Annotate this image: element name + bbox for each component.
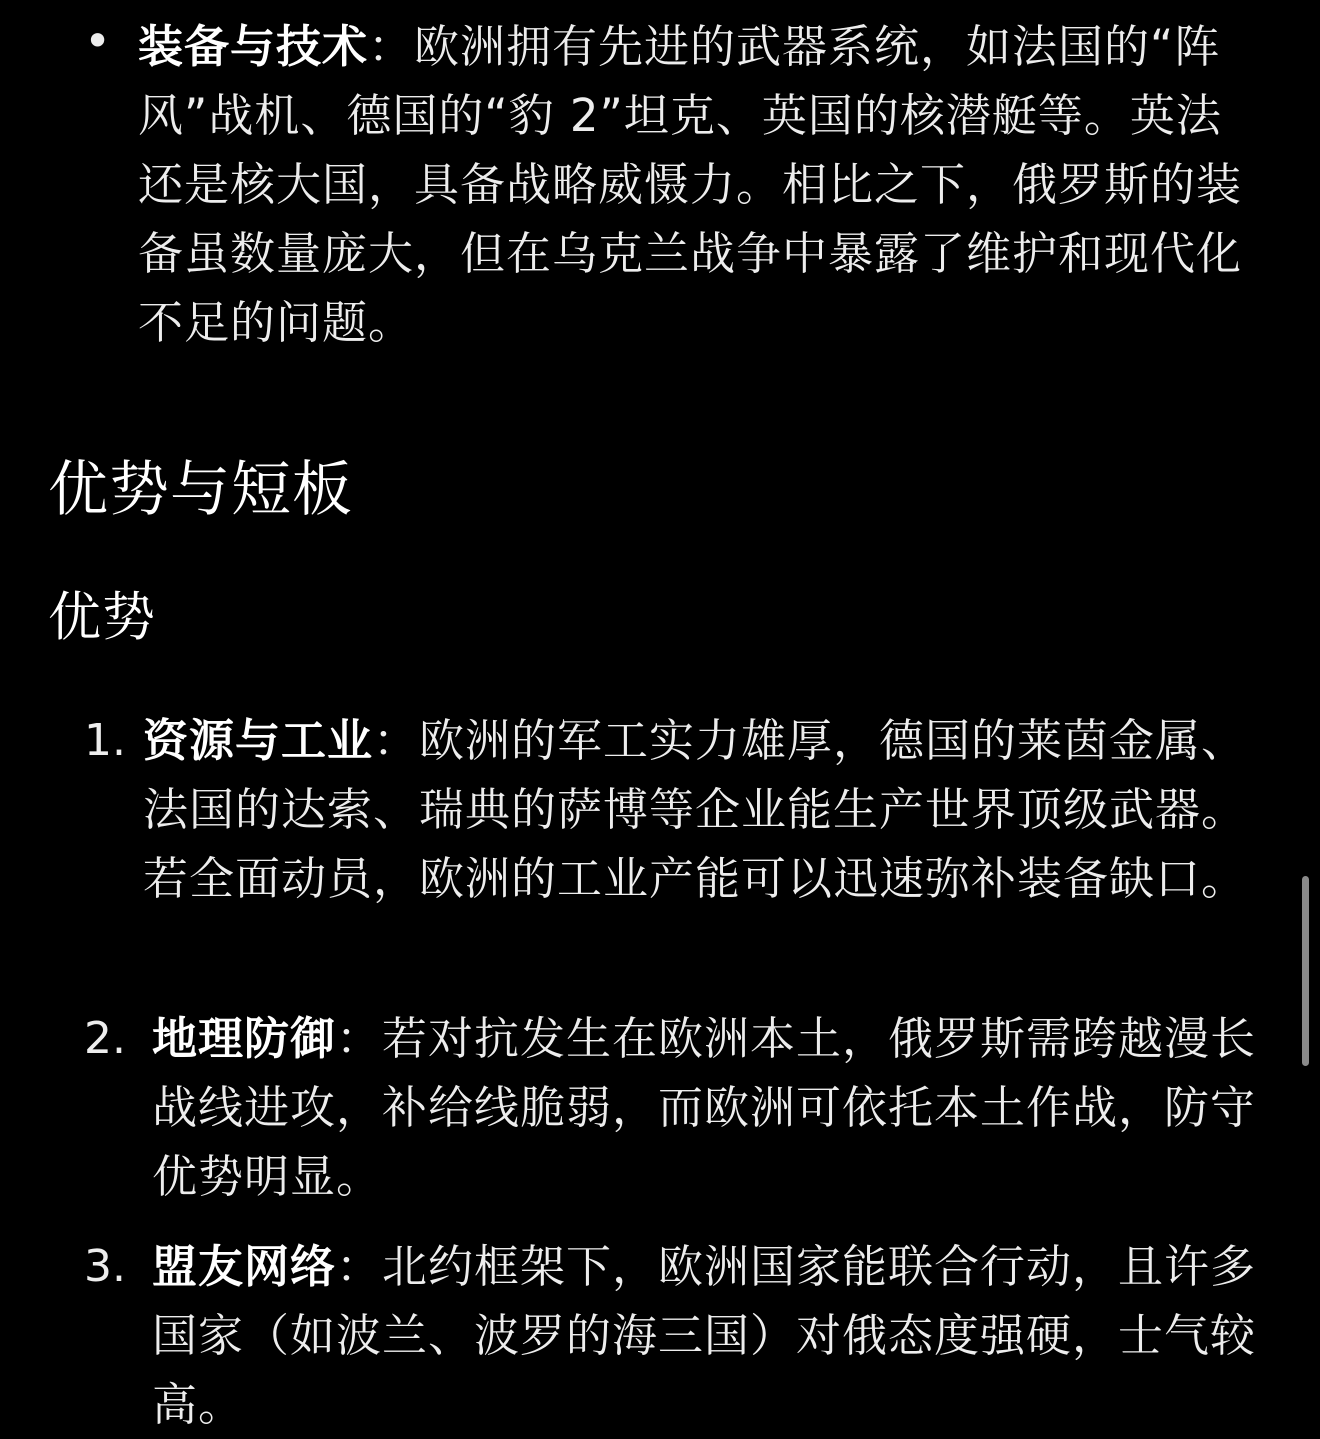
bullet-marker: •: [84, 14, 112, 68]
list-item-number: 3.: [84, 1241, 126, 1292]
bullet-item-body: 欧洲拥有先进的武器系统，如法国的“阵风”战机、德国的“豹 2”坦克、英国的核潜艇等。英法还是核大国，具备战略威慑力。相比之下，俄罗斯的装备虽数量庞大，但在乌克兰战争中暴露了维护和现代化不足的问题。: [138, 20, 1243, 349]
list-item-text: [143, 706, 1263, 913]
list-item-title: 盟友网络: [152, 1240, 337, 1293]
subsection-heading: 优势: [48, 587, 156, 648]
section-heading: 优势与短板: [48, 455, 353, 525]
list-item-number: 1.: [84, 715, 126, 766]
bullet-item-text: [138, 12, 1258, 357]
list-item-body: 若对抗发生在欧洲本土，俄罗斯需跨越漫长战线进攻，补给线脆弱，而欧洲可依托本土作战，防守优势明显。: [152, 1012, 1257, 1203]
list-item-title: 地理防御: [152, 1012, 337, 1065]
list-item-number: 2.: [84, 1013, 126, 1064]
bullet-item-title: 装备与技术: [138, 20, 369, 73]
list-item-separator: ：: [373, 714, 420, 767]
list-item-text: [152, 1232, 1272, 1439]
list-item-separator: ：: [336, 1012, 383, 1065]
list-item-text: [152, 1004, 1272, 1211]
list-item-title: 资源与工业: [143, 714, 374, 767]
list-item-body: 北约框架下，欧洲国家能联合行动，且许多国家（如波兰、波罗的海三国）对俄态度强硬，士气较高。: [152, 1240, 1257, 1431]
list-item-body: 欧洲的军工实力雄厚，德国的莱茵金属、法国的达索、瑞典的萨博等企业能生产世界顶级武器。若全面动员，欧洲的工业产能可以迅速弥补装备缺口。: [143, 714, 1248, 905]
list-item-separator: ：: [336, 1240, 383, 1293]
bullet-item-separator: ：: [368, 20, 415, 73]
vertical-scrollbar[interactable]: [1302, 876, 1309, 1066]
